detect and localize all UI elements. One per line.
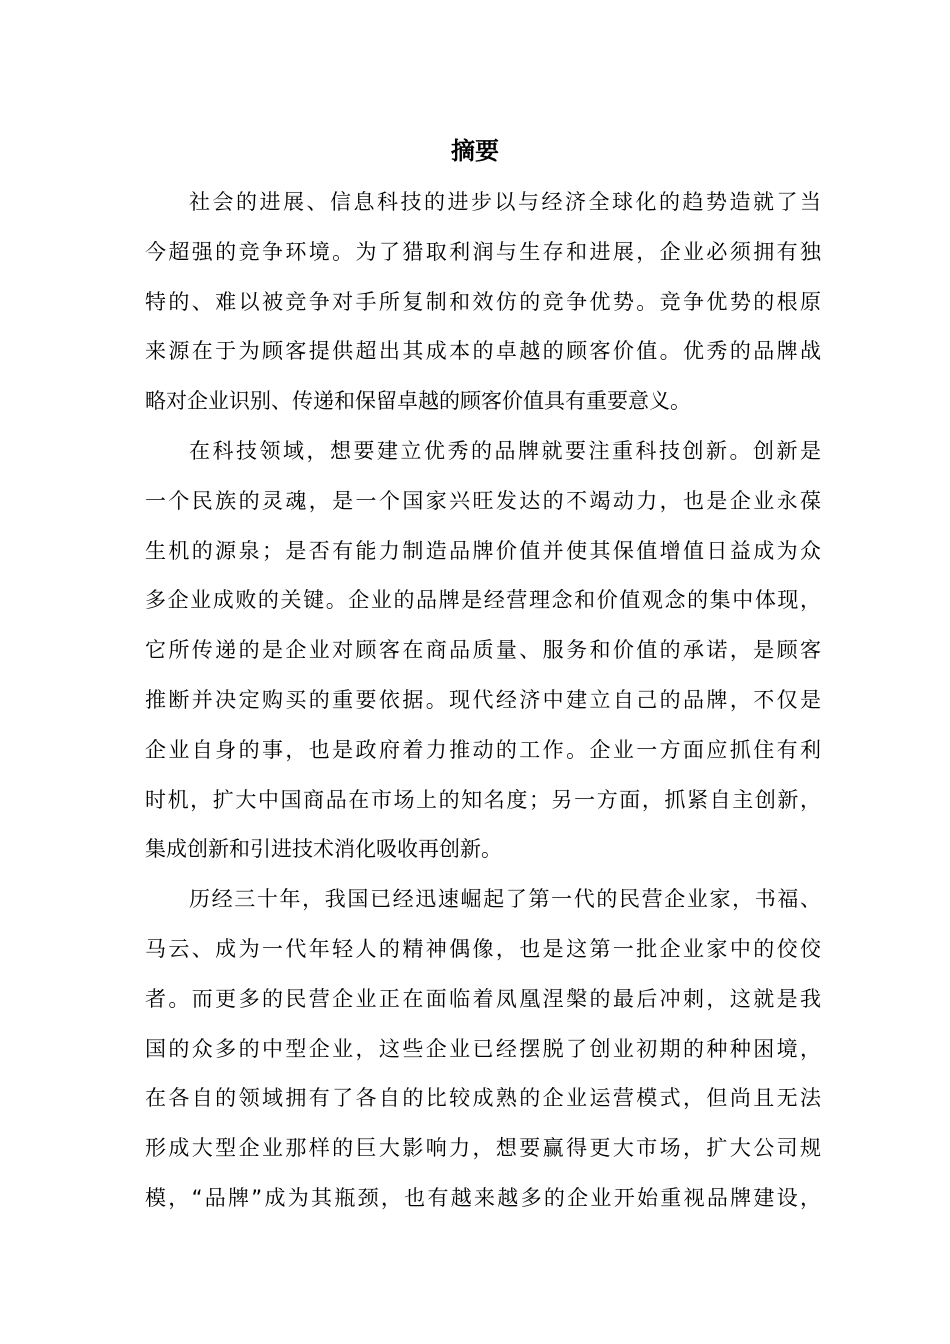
text-line: 者。而更多的民营企业正在面临着凤凰涅槃的最后冲刺，这就是我 (145, 986, 821, 1011)
text-line: 在各自的领域拥有了各自的比较成熟的企业运营模式，但尚且无法 (145, 1086, 821, 1111)
text-line: 今超强的竞争环境。为了猎取利润与生存和进展，企业必须拥有独 (145, 239, 821, 264)
text-line: 多企业成败的关键。企业的品牌是经营理念和价值观念的集中体现， (145, 588, 821, 613)
text-line: 形成大型企业那样的巨大影响力，想要赢得更大市场，扩大公司规 (145, 1136, 821, 1161)
text-line: 企业自身的事，也是政府着力推动的工作。企业一方面应抓住有利 (145, 737, 821, 762)
text-line: 历经三十年，我国已经迅速崛起了第一代的民营企业家，书福、 (189, 887, 821, 912)
text-line: 来源在于为顾客提供超出其成本的卓越的顾客价值。优秀的品牌战 (145, 339, 821, 364)
text-line: 社会的进展、信息科技的进步以与经济全球化的趋势造就了当 (189, 190, 821, 214)
text-line: 略对企业识别、传递和保留卓越的顾客价值具有重要意义。 (145, 389, 691, 414)
text-line: 一个民族的灵魂，是一个国家兴旺发达的不竭动力，也是企业永葆 (145, 488, 821, 513)
text-line: 推断并决定购买的重要依据。现代经济中建立自己的品牌，不仅是 (145, 687, 821, 712)
text-line: 生机的源泉；是否有能力制造品牌价值并使其保值增值日益成为众 (145, 538, 821, 563)
abstract-body (145, 178, 821, 1224)
text-line: 在科技领域，想要建立优秀的品牌就要注重科技创新。创新是 (189, 438, 821, 463)
page-title: 摘要 (451, 137, 499, 165)
text-line: 国的众多的中型企业，这些企业已经摆脱了创业初期的种种困境， (145, 1036, 821, 1061)
text-line: 特的、难以被竞争对手所复制和效仿的竞争优势。竞争优势的根原 (145, 289, 821, 314)
text-line: 马云、成为一代年轻人的精神偶像，也是这第一批企业家中的佼佼 (145, 936, 821, 961)
text-line: 集成创新和引进技术消化吸收再创新。 (145, 837, 502, 862)
text-line: 它所传递的是企业对顾客在商品质量、服务和价值的承诺，是顾客 (145, 638, 821, 663)
text-line: 时机，扩大中国商品在市场上的知名度；另一方面，抓紧自主创新， (145, 787, 821, 812)
text-line: 模，“品牌”成为其瓶颈，也有越来越多的企业开始重视品牌建设， (145, 1185, 821, 1210)
